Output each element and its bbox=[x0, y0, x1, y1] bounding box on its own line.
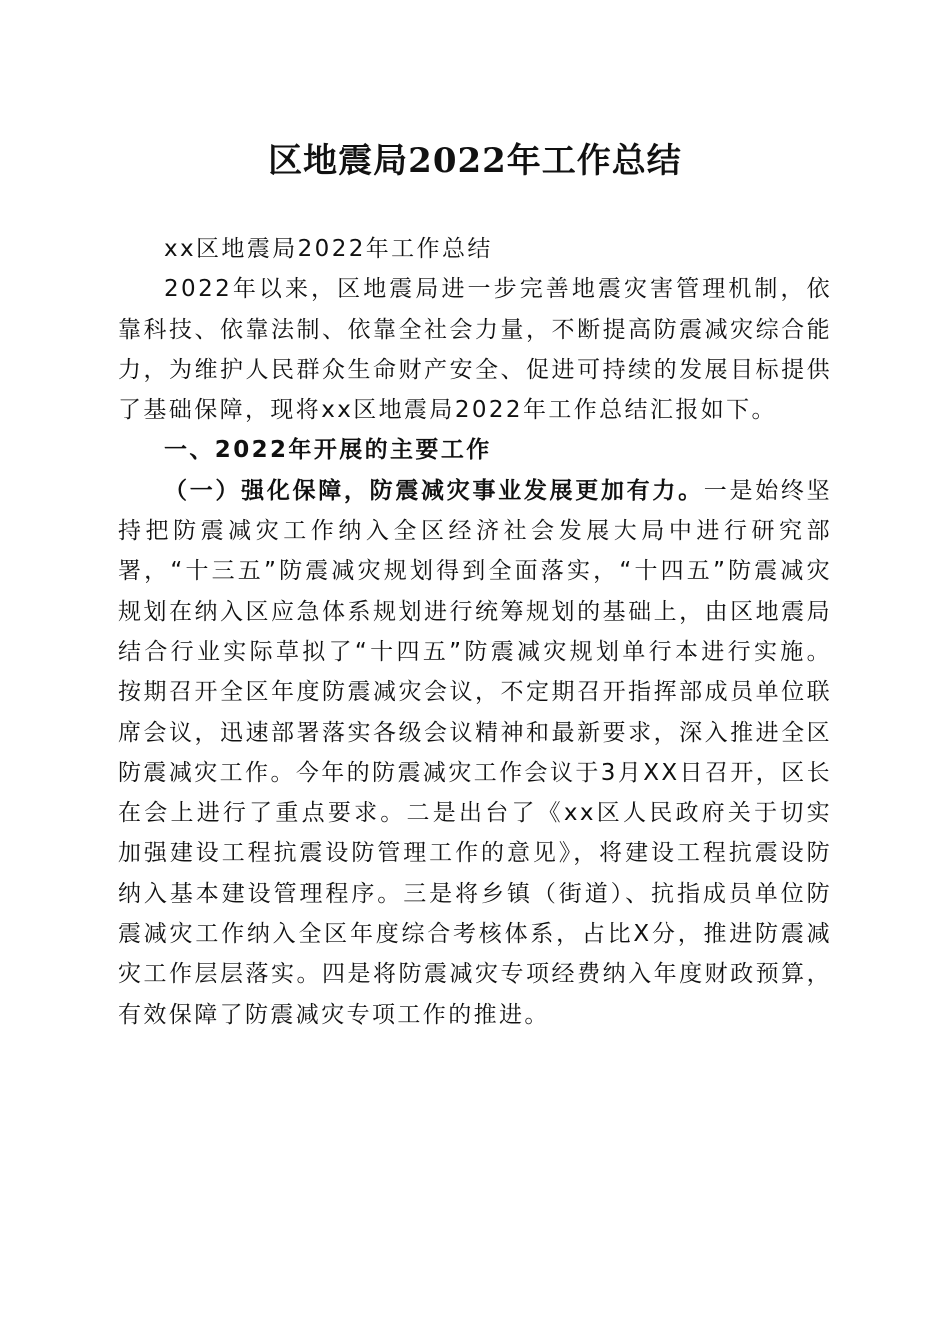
document-title: 区地震局2022年工作总结 bbox=[268, 141, 682, 181]
subsection-body: 一是始终坚持把防震减灾工作纳入全区经济社会发展大局中进行研究部署，“十三五”防震减灾规划得到全面落实，“十四五”防震减灾规划在纳入区应急体系规划进行统筹规划的基础上，由区地震局结合行业实际草拟了“十四五”防震减灾规划单行本进行实施。按期召开全区年度防震减灾会议，不定期召开指挥部成员单位联席会议，迅速部署落实各级会议精神和最新要求，深入推进全区防震减灾工作。今年的防震减灾工作会议于3月XX日召开，区长在会上进行了重点要求。二是出台了《xx区人民政府关于切实加强建设工程抗震设防管理工作的意见》，将建设工程抗震设防纳入基本建设管理程序。三是将乡镇（街道）、抗指成员单位防震减灾工作纳入全区年度综合考核体系，占比X分，推进防震减灾工作层层落实。四是将防震减灾专项经费纳入年度财政预算，有效保障了防震减灾专项工作的推进。 bbox=[118, 477, 832, 1028]
document-body bbox=[118, 229, 832, 1035]
subsection-lead: （一）强化保障，防震减灾事业发展更加有力。 bbox=[164, 477, 704, 504]
subtitle-paragraph: xx区地震局2022年工作总结 bbox=[164, 236, 493, 262]
subsection-paragraph bbox=[118, 471, 832, 1035]
section-heading: 一、2022年开展的主要工作 bbox=[164, 437, 492, 464]
intro-paragraph: 2022年以来，区地震局进一步完善地震灾害管理机制，依靠科技、依靠法制、依靠全社会力量，不断提高防震减灾综合能力，为维护人民群众生命财产安全、促进可持续的发展目标提供了基础保障，现将xx区地震局2022年工作总结汇报如下。 bbox=[118, 276, 832, 424]
